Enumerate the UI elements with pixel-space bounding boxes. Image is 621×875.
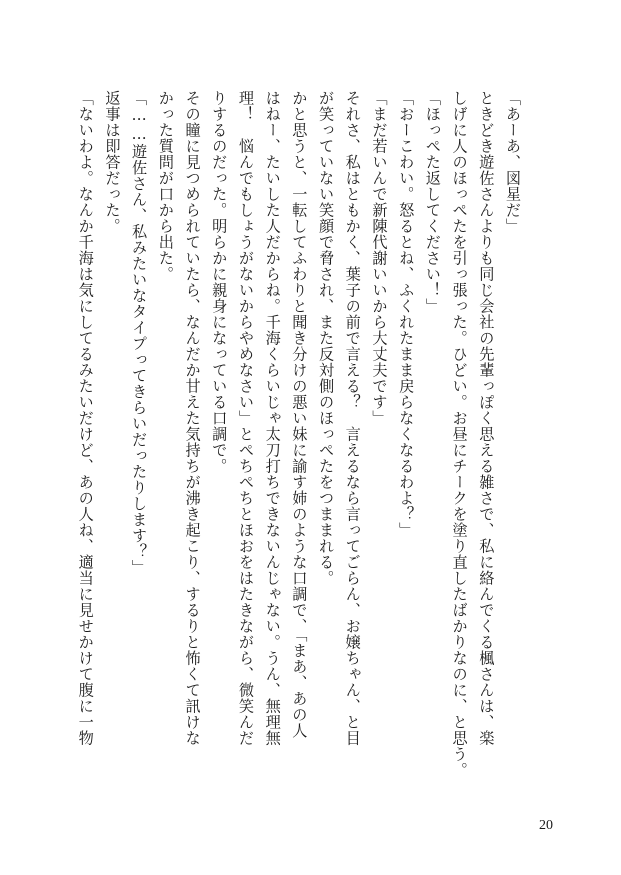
text-line: が笑っていない笑顔で脅され、また反対側のほっぺたをつままれる。 xyxy=(317,90,336,586)
text-line: はねー、たいした人だからね。千海くらいじゃ太刀打ちできないんじゃない。うん、無理無 xyxy=(263,90,282,746)
text-line: 「ないわよ。なんか千海は気にしてるみたいだけど、あの人ね、適当に見せかけて腹に一物 xyxy=(76,90,95,746)
text-line: 返事は即答だった。 xyxy=(103,90,122,234)
text-line: 「あーあ、図星だ」 xyxy=(504,90,522,234)
text-line: かった質問が口から出た。 xyxy=(156,90,175,282)
text-line: 「まだ若いんで新陳代謝いいから大丈夫です」 xyxy=(370,90,389,426)
text-line: しげに人のほっぺたを引っ張った。ひどい。お昼にチークを塗り直したばかりなのに、と思う。 xyxy=(450,90,469,778)
text-line: 「おーこわい。怒るとね、ふくれたまま戻らなくなるわよ？」 xyxy=(397,90,416,538)
text-line: 理！ 悩んでもしょうがないからやめなさい」とぺちぺちとほおをはたきながら、微笑んだ xyxy=(236,90,255,746)
text-line: ときどき遊佐さんよりも同じ会社の先輩っぽく思える雑さで、私に絡んでくる楓さんは、楽 xyxy=(477,90,496,746)
text-line: それさ、私はともかく、葉子の前で言える？ 言えるなら言ってごらん、お嬢ちゃん、と目 xyxy=(343,90,362,746)
text-line: その瞳に見つめられていたら、なんだか甘えた気持ちが沸き起こり、するりと怖くて訊けな xyxy=(183,90,202,746)
text-line: 「ほっぺた返してください！」 xyxy=(423,90,442,314)
vertical-text-block xyxy=(76,90,526,790)
text-line: かと思うと、一転してふわりと聞き分けの悪い妹に諭す姉のような口調で、「まあ、あの人 xyxy=(290,90,309,739)
page-number: 20 xyxy=(539,818,553,833)
text-line: りするのだった。明らかに親身になっている口調で。 xyxy=(210,90,229,474)
text-line: 「……遊佐さん、私みたいなタイプってきらいだったりします？」 xyxy=(130,90,149,576)
